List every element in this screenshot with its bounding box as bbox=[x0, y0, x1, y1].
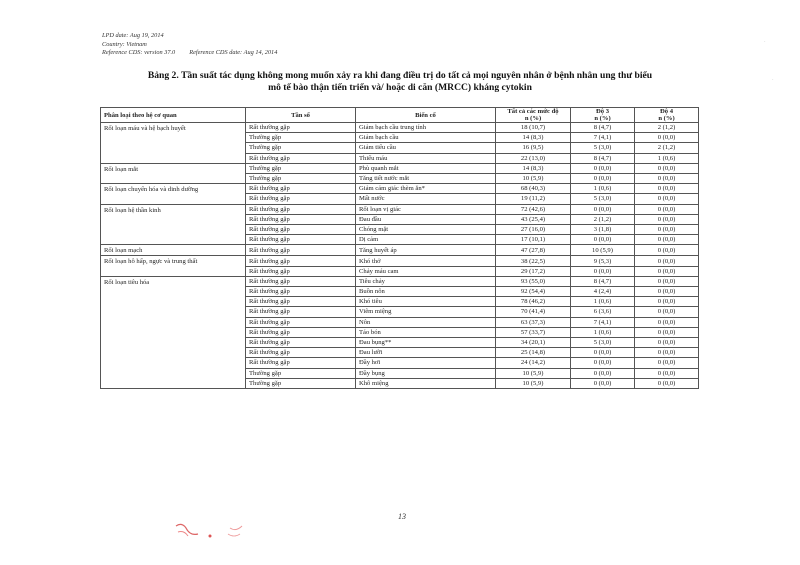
grade4-cell: 0 (0,0) bbox=[635, 163, 699, 173]
header-frequency: Tần số bbox=[246, 108, 356, 123]
grade4-cell: 0 (0,0) bbox=[635, 256, 699, 266]
frequency-cell: Rất thường gặp bbox=[246, 214, 356, 224]
grade4-cell: 0 (0,0) bbox=[635, 358, 699, 368]
grade3-cell: 9 (5,3) bbox=[571, 256, 635, 266]
frequency-cell: Thường gặp bbox=[246, 133, 356, 143]
table-title-line1: Bảng 2. Tần suất tác dụng không mong muốn xảy ra khi đang điều trị do tất cả mọi nguyên nhân ở bệnh nhân ung thư biểu bbox=[147, 70, 653, 81]
frequency-cell: Rất thường gặp bbox=[246, 358, 356, 368]
event-cell: Tăng huyết áp bbox=[356, 245, 496, 256]
stamp-mark bbox=[170, 518, 250, 558]
table-row bbox=[101, 123, 699, 133]
lpd-date: LPD date: Aug 19, 2014 bbox=[102, 32, 164, 39]
frequency-cell: Rất thường gặp bbox=[246, 123, 356, 133]
frequency-cell: Thường gặp bbox=[246, 143, 356, 153]
reference-cds: Reference CDS: version 37.0 bbox=[102, 49, 176, 57]
grade3-cell: 5 (3,0) bbox=[571, 143, 635, 153]
grade3-cell: 1 (0,6) bbox=[571, 184, 635, 194]
event-cell: Tăng tiết nước mắt bbox=[356, 173, 496, 183]
frequency-cell: Thường gặp bbox=[246, 378, 356, 388]
scan-speck: · bbox=[764, 40, 766, 45]
grade3-cell: 1 (0,6) bbox=[571, 327, 635, 337]
all-grades-cell: 38 (22,5) bbox=[496, 256, 571, 266]
frequency-cell: Rất thường gặp bbox=[246, 224, 356, 234]
frequency-cell: Rất thường gặp bbox=[246, 276, 356, 286]
table-title bbox=[100, 70, 700, 95]
all-grades-cell: 92 (54,4) bbox=[496, 287, 571, 297]
grade3-cell: 10 (5,9) bbox=[571, 245, 635, 256]
frequency-cell: Rất thường gặp bbox=[246, 194, 356, 204]
grade4-cell: 0 (0,0) bbox=[635, 368, 699, 378]
table-header-row bbox=[101, 108, 699, 123]
organ-class-cell: Rối loạn hô hấp, ngực và trung thất bbox=[101, 256, 246, 276]
event-cell: Phù quanh mắt bbox=[356, 163, 496, 173]
grade3-cell: 0 (0,0) bbox=[571, 368, 635, 378]
all-grades-cell: 14 (8,3) bbox=[496, 133, 571, 143]
organ-class-cell: Rối loạn máu và hệ bạch huyết bbox=[101, 123, 246, 164]
all-grades-cell: 72 (42,6) bbox=[496, 204, 571, 214]
grade4-cell: 1 (0,6) bbox=[635, 153, 699, 163]
event-cell: Dị cảm bbox=[356, 235, 496, 245]
event-cell: Viêm miệng bbox=[356, 307, 496, 317]
event-cell: Đau lưỡi bbox=[356, 348, 496, 358]
table-row bbox=[101, 163, 699, 173]
grade4-cell: 0 (0,0) bbox=[635, 245, 699, 256]
grade4-cell: 0 (0,0) bbox=[635, 184, 699, 194]
all-grades-cell: 43 (25,4) bbox=[496, 214, 571, 224]
organ-class-cell: Rối loạn chuyển hóa và dinh dưỡng bbox=[101, 184, 246, 204]
scan-speck: · bbox=[772, 78, 774, 83]
frequency-cell: Rất thường gặp bbox=[246, 256, 356, 266]
event-cell: Đầy hơi bbox=[356, 358, 496, 368]
event-cell: Thiếu máu bbox=[356, 153, 496, 163]
grade3-cell: 0 (0,0) bbox=[571, 163, 635, 173]
event-cell: Nôn bbox=[356, 317, 496, 327]
event-cell: Giảm bạch cầu trung tính bbox=[356, 123, 496, 133]
country: Country: Vietnam bbox=[102, 40, 147, 48]
all-grades-cell: 16 (9,5) bbox=[496, 143, 571, 153]
header-event: Biến cố bbox=[356, 108, 496, 123]
page-number: 13 bbox=[398, 512, 406, 521]
header-grade3: Độ 3 n (%) bbox=[571, 108, 635, 123]
grade3-cell: 0 (0,0) bbox=[571, 266, 635, 276]
frequency-cell: Rất thường gặp bbox=[246, 204, 356, 214]
table-row bbox=[101, 256, 699, 266]
event-cell: Đau đầu bbox=[356, 214, 496, 224]
frequency-cell: Rất thường gặp bbox=[246, 287, 356, 297]
table-row bbox=[101, 184, 699, 194]
adverse-events-table bbox=[100, 107, 699, 389]
grade4-cell: 2 (1,2) bbox=[635, 123, 699, 133]
organ-class-cell: Rối loạn hệ thần kinh bbox=[101, 204, 246, 245]
grade3-cell: 8 (4,7) bbox=[571, 276, 635, 286]
header-grade4: Độ 4 n (%) bbox=[635, 108, 699, 123]
event-cell: Tiêu chảy bbox=[356, 276, 496, 286]
grade4-cell: 0 (0,0) bbox=[635, 204, 699, 214]
event-cell: Khó thở bbox=[356, 256, 496, 266]
frequency-cell: Rất thường gặp bbox=[246, 337, 356, 347]
grade4-cell: 0 (0,0) bbox=[635, 276, 699, 286]
frequency-cell: Rất thường gặp bbox=[246, 348, 356, 358]
grade3-cell: 5 (3,0) bbox=[571, 337, 635, 347]
grade4-cell: 0 (0,0) bbox=[635, 235, 699, 245]
frequency-cell: Rất thường gặp bbox=[246, 307, 356, 317]
grade3-cell: 0 (0,0) bbox=[571, 235, 635, 245]
event-cell: Đầy bụng bbox=[356, 368, 496, 378]
all-grades-cell: 78 (46,2) bbox=[496, 297, 571, 307]
document-header bbox=[102, 32, 277, 58]
frequency-cell: Thường gặp bbox=[246, 173, 356, 183]
all-grades-cell: 14 (8,3) bbox=[496, 163, 571, 173]
header-organ: Phân loại theo hệ cơ quan bbox=[101, 108, 246, 123]
table-row bbox=[101, 245, 699, 256]
all-grades-cell: 57 (33,7) bbox=[496, 327, 571, 337]
all-grades-cell: 63 (37,3) bbox=[496, 317, 571, 327]
grade3-cell: 6 (3,6) bbox=[571, 307, 635, 317]
frequency-cell: Rất thường gặp bbox=[246, 297, 356, 307]
grade3-cell: 1 (0,6) bbox=[571, 297, 635, 307]
grade4-cell: 0 (0,0) bbox=[635, 317, 699, 327]
all-grades-cell: 10 (5,9) bbox=[496, 368, 571, 378]
event-cell: Rối loạn vị giác bbox=[356, 204, 496, 214]
grade3-cell: 7 (4,1) bbox=[571, 133, 635, 143]
event-cell: Chảy máu cam bbox=[356, 266, 496, 276]
all-grades-cell: 10 (5,9) bbox=[496, 378, 571, 388]
organ-class-cell: Rối loạn mắt bbox=[101, 163, 246, 183]
grade3-cell: 5 (3,0) bbox=[571, 194, 635, 204]
grade3-cell: 0 (0,0) bbox=[571, 348, 635, 358]
all-grades-cell: 29 (17,2) bbox=[496, 266, 571, 276]
all-grades-cell: 10 (5,9) bbox=[496, 173, 571, 183]
table-body bbox=[101, 123, 699, 389]
frequency-cell: Thường gặp bbox=[246, 368, 356, 378]
grade4-cell: 0 (0,0) bbox=[635, 224, 699, 234]
frequency-cell: Rất thường gặp bbox=[246, 184, 356, 194]
grade4-cell: 0 (0,0) bbox=[635, 297, 699, 307]
all-grades-cell: 34 (20,1) bbox=[496, 337, 571, 347]
grade3-cell: 0 (0,0) bbox=[571, 358, 635, 368]
grade3-cell: 2 (1,2) bbox=[571, 214, 635, 224]
all-grades-cell: 17 (10,1) bbox=[496, 235, 571, 245]
frequency-cell: Thường gặp bbox=[246, 163, 356, 173]
all-grades-cell: 25 (14,8) bbox=[496, 348, 571, 358]
grade3-cell: 4 (2,4) bbox=[571, 287, 635, 297]
event-cell: Đau bụng** bbox=[356, 337, 496, 347]
grade3-cell: 0 (0,0) bbox=[571, 378, 635, 388]
event-cell: Giảm bạch cầu bbox=[356, 133, 496, 143]
event-cell: Mất nước bbox=[356, 194, 496, 204]
all-grades-cell: 27 (16,0) bbox=[496, 224, 571, 234]
organ-class-cell: Rối loạn tiêu hóa bbox=[101, 276, 246, 388]
frequency-cell: Rất thường gặp bbox=[246, 153, 356, 163]
grade4-cell: 0 (0,0) bbox=[635, 348, 699, 358]
event-cell: Khó tiêu bbox=[356, 297, 496, 307]
grade4-cell: 0 (0,0) bbox=[635, 337, 699, 347]
grade3-cell: 8 (4,7) bbox=[571, 153, 635, 163]
grade3-cell: 0 (0,0) bbox=[571, 173, 635, 183]
frequency-cell: Rất thường gặp bbox=[246, 245, 356, 256]
all-grades-cell: 68 (40,3) bbox=[496, 184, 571, 194]
grade3-cell: 8 (4,7) bbox=[571, 123, 635, 133]
grade4-cell: 0 (0,0) bbox=[635, 327, 699, 337]
all-grades-cell: 93 (55,0) bbox=[496, 276, 571, 286]
grade4-cell: 0 (0,0) bbox=[635, 133, 699, 143]
grade4-cell: 0 (0,0) bbox=[635, 214, 699, 224]
all-grades-cell: 22 (13,0) bbox=[496, 153, 571, 163]
grade4-cell: 0 (0,0) bbox=[635, 266, 699, 276]
event-cell: Chóng mặt bbox=[356, 224, 496, 234]
event-cell: Buồn nôn bbox=[356, 287, 496, 297]
grade4-cell: 0 (0,0) bbox=[635, 287, 699, 297]
frequency-cell: Rất thường gặp bbox=[246, 317, 356, 327]
grade4-cell: 0 (0,0) bbox=[635, 194, 699, 204]
grade4-cell: 0 (0,0) bbox=[635, 173, 699, 183]
event-cell: Táo bón bbox=[356, 327, 496, 337]
grade4-cell: 0 (0,0) bbox=[635, 378, 699, 388]
reference-cds-date: Reference CDS date: Aug 14, 2014 bbox=[189, 49, 278, 57]
all-grades-cell: 19 (11,2) bbox=[496, 194, 571, 204]
all-grades-cell: 47 (27,8) bbox=[496, 245, 571, 256]
event-cell: Giảm tiểu cầu bbox=[356, 143, 496, 153]
frequency-cell: Rất thường gặp bbox=[246, 266, 356, 276]
grade3-cell: 3 (1,8) bbox=[571, 224, 635, 234]
all-grades-cell: 18 (10,7) bbox=[496, 123, 571, 133]
header-all-grades: Tất cả các mức độ n (%) bbox=[496, 108, 571, 123]
organ-class-cell: Rối loạn mạch bbox=[101, 245, 246, 256]
grade4-cell: 0 (0,0) bbox=[635, 307, 699, 317]
grade4-cell: 2 (1,2) bbox=[635, 143, 699, 153]
all-grades-cell: 24 (14,2) bbox=[496, 358, 571, 368]
grade3-cell: 7 (4,1) bbox=[571, 317, 635, 327]
table-row bbox=[101, 204, 699, 214]
event-cell: Khô miệng bbox=[356, 378, 496, 388]
frequency-cell: Rất thường gặp bbox=[246, 235, 356, 245]
grade3-cell: 0 (0,0) bbox=[571, 204, 635, 214]
frequency-cell: Rất thường gặp bbox=[246, 327, 356, 337]
event-cell: Giảm cảm giác thèm ăn* bbox=[356, 184, 496, 194]
all-grades-cell: 70 (41,4) bbox=[496, 307, 571, 317]
table-title-line2: mô tế bào thận tiến triển và/ hoặc di căn (MRCC) kháng cytokin bbox=[268, 82, 532, 94]
table-row bbox=[101, 276, 699, 286]
